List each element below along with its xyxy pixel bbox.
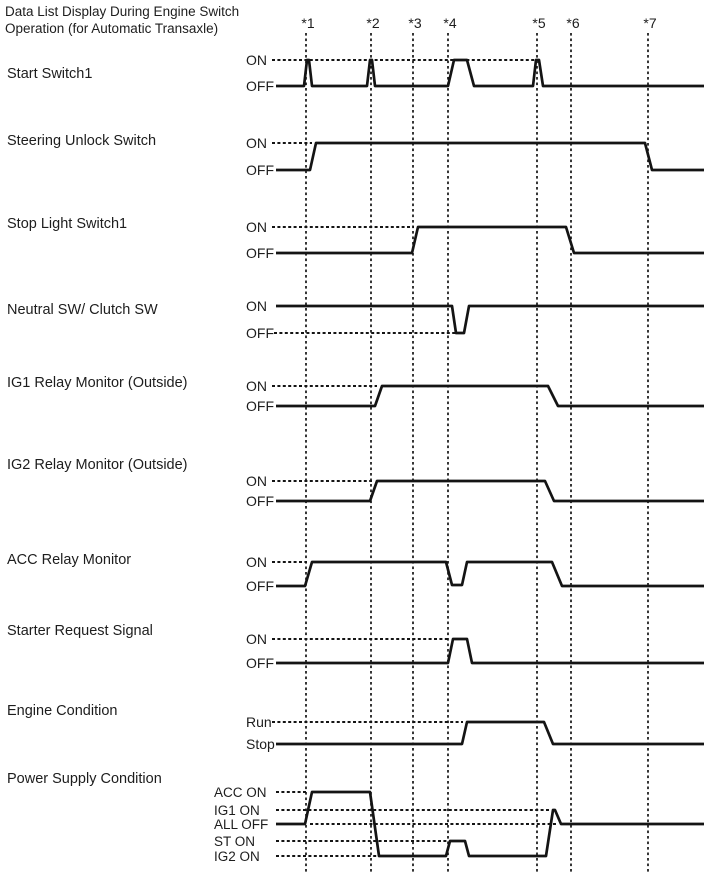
level-label-starter-request-signal-off: OFF — [246, 655, 274, 671]
waveform-layer — [276, 60, 704, 856]
signal-label-steering-unlock-switch: Steering Unlock Switch — [7, 133, 157, 149]
signal-label-starter-request-signal: Starter Request Signal — [7, 623, 153, 639]
waveform-acc-relay-monitor — [276, 562, 704, 586]
level-label-engine-condition-run: Run — [246, 714, 272, 730]
level-label-stop-light-switch1-on: ON — [246, 219, 267, 235]
level-label-start-switch1-off: OFF — [246, 78, 274, 94]
level-label-power-supply-condition-st-on: ST ON — [214, 834, 256, 849]
level-label-starter-request-signal-on: ON — [246, 631, 267, 647]
waveform-starter-request-signal — [276, 639, 704, 663]
waveform-start-switch1 — [276, 60, 704, 86]
waveform-ig2-relay-monitor — [276, 481, 704, 501]
level-label-ig2-relay-monitor-on: ON — [246, 473, 267, 489]
level-label-power-supply-condition-ig1-on: IG1 ON — [214, 803, 260, 818]
time-marker-label-2: *2 — [366, 15, 380, 31]
level-label-engine-condition-stop: Stop — [246, 736, 275, 752]
level-label-acc-relay-monitor-on: ON — [246, 554, 267, 570]
level-guide-layer — [272, 60, 557, 856]
level-label-ig1-relay-monitor-off: OFF — [246, 398, 274, 414]
level-label-start-switch1-on: ON — [246, 52, 267, 68]
level-label-neutral-sw-clutch-sw-on: ON — [246, 298, 267, 314]
waveform-ig1-relay-monitor — [276, 386, 704, 406]
time-marker-label-1: *1 — [301, 15, 315, 31]
time-marker-label-6: *6 — [566, 15, 580, 31]
waveform-stop-light-switch1 — [276, 227, 704, 253]
signal-label-neutral-sw-clutch-sw: Neutral SW/ Clutch SW — [7, 302, 158, 318]
signal-label-ig1-relay-monitor: IG1 Relay Monitor (Outside) — [7, 375, 188, 391]
level-label-ig2-relay-monitor-off: OFF — [246, 493, 274, 509]
signal-label-ig2-relay-monitor: IG2 Relay Monitor (Outside) — [7, 457, 188, 473]
level-label-power-supply-condition-acc-on: ACC ON — [214, 785, 267, 800]
level-label-stop-light-switch1-off: OFF — [246, 245, 274, 261]
diagram-title-line-1: Data List Display During Engine Switch — [5, 4, 240, 19]
level-label-ig1-relay-monitor-on: ON — [246, 378, 267, 394]
level-label-steering-unlock-switch-off: OFF — [246, 162, 274, 178]
time-marker-label-7: *7 — [643, 15, 657, 31]
signal-label-start-switch1: Start Switch1 — [7, 66, 93, 82]
waveform-steering-unlock-switch — [276, 143, 704, 170]
time-marker-label-3: *3 — [408, 15, 422, 31]
diagram-title-line-2: Operation (for Automatic Transaxle) — [5, 21, 219, 36]
signal-label-acc-relay-monitor: ACC Relay Monitor — [7, 552, 132, 568]
level-label-acc-relay-monitor-off: OFF — [246, 578, 274, 594]
level-label-neutral-sw-clutch-sw-off: OFF — [246, 325, 274, 341]
signal-label-power-supply-condition: Power Supply Condition — [7, 771, 162, 787]
signal-label-stop-light-switch1: Stop Light Switch1 — [7, 216, 128, 232]
signal-label-engine-condition: Engine Condition — [7, 703, 118, 719]
level-label-steering-unlock-switch-on: ON — [246, 135, 267, 151]
level-label-power-supply-condition-ig2-on: IG2 ON — [214, 849, 260, 864]
level-label-power-supply-condition-all-off: ALL OFF — [214, 817, 269, 832]
time-marker-label-4: *4 — [443, 15, 457, 31]
time-marker-label-5: *5 — [532, 15, 546, 31]
waveform-neutral-sw-clutch-sw — [276, 306, 704, 333]
waveform-engine-condition — [276, 722, 704, 744]
time-marker-layer — [306, 33, 648, 873]
